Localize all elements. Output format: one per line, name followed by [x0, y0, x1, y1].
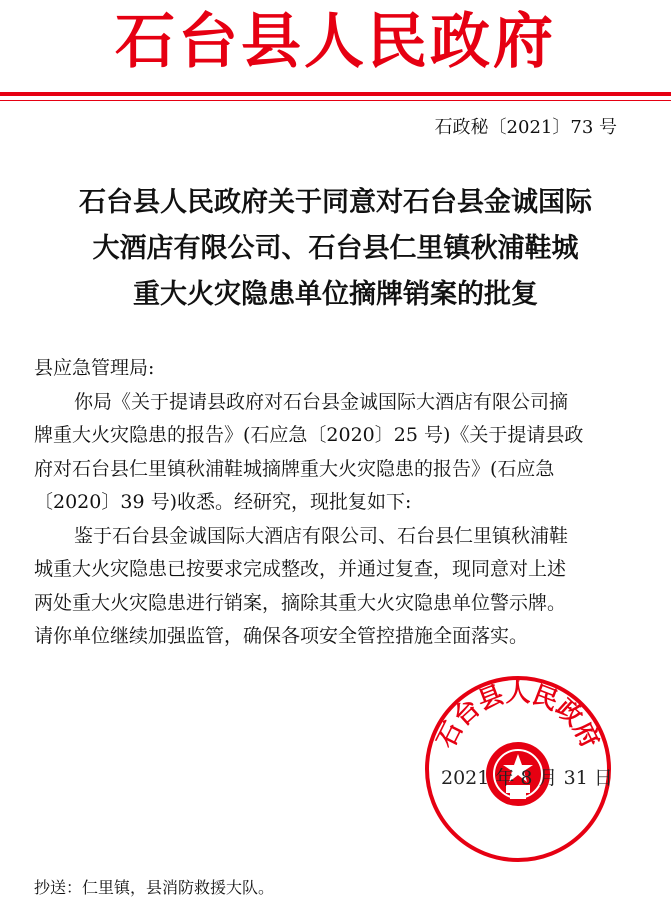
body-line: 你局《关于提请县政府对石台县金诚国际大酒店有限公司摘 [74, 390, 569, 413]
body-line: 城重大火灾隐患已按要求完成整改，并通过复查，现同意对上述 [34, 558, 567, 580]
title-line: 石台县人民政府关于同意对石台县金诚国际 [79, 187, 592, 218]
document-title [0, 180, 671, 318]
title-line: 重大火灾隐患单位摘牌销案的批复 [133, 279, 538, 310]
title-line: 大酒店有限公司、石台县仁里镇秋浦鞋城 [92, 233, 579, 264]
issuer-header-title: 石台县人民政府 [115, 7, 556, 77]
body-line: 请你单位继续加强监管，确保各项安全管控措施全面落实。 [34, 625, 529, 647]
recipient-line: 县应急管理局: [34, 357, 155, 379]
seal-text: 石台县人民政府 [431, 678, 605, 753]
document-body [34, 352, 644, 654]
body-line: 〔2020〕39 号)收悉。经研究，现批复如下: [34, 491, 412, 513]
body-line: 牌重大火灾隐患的报告》(石应急〔2020〕25 号)《关于提请县政 [34, 424, 584, 446]
body-line: 鉴于石台县金诚国际大酒店有限公司、石台县仁里镇秋浦鞋 [74, 524, 569, 547]
body-line: 两处重大火灾隐患进行销案，摘除其重大火灾隐患单位警示牌。 [34, 591, 567, 614]
cc-line: 抄送：仁里镇，县消防救援大队。 [34, 878, 275, 897]
body-line: 府对石台县仁里镇秋浦鞋城摘牌重大火灾隐患的报告》(石应急 [34, 457, 555, 480]
header-divider-thin [0, 100, 671, 101]
header-divider-thick [0, 92, 671, 96]
signing-date: 2021 年 8 月 31 日 [441, 767, 613, 789]
document-number: 石政秘〔2021〕73 号 [434, 117, 617, 138]
